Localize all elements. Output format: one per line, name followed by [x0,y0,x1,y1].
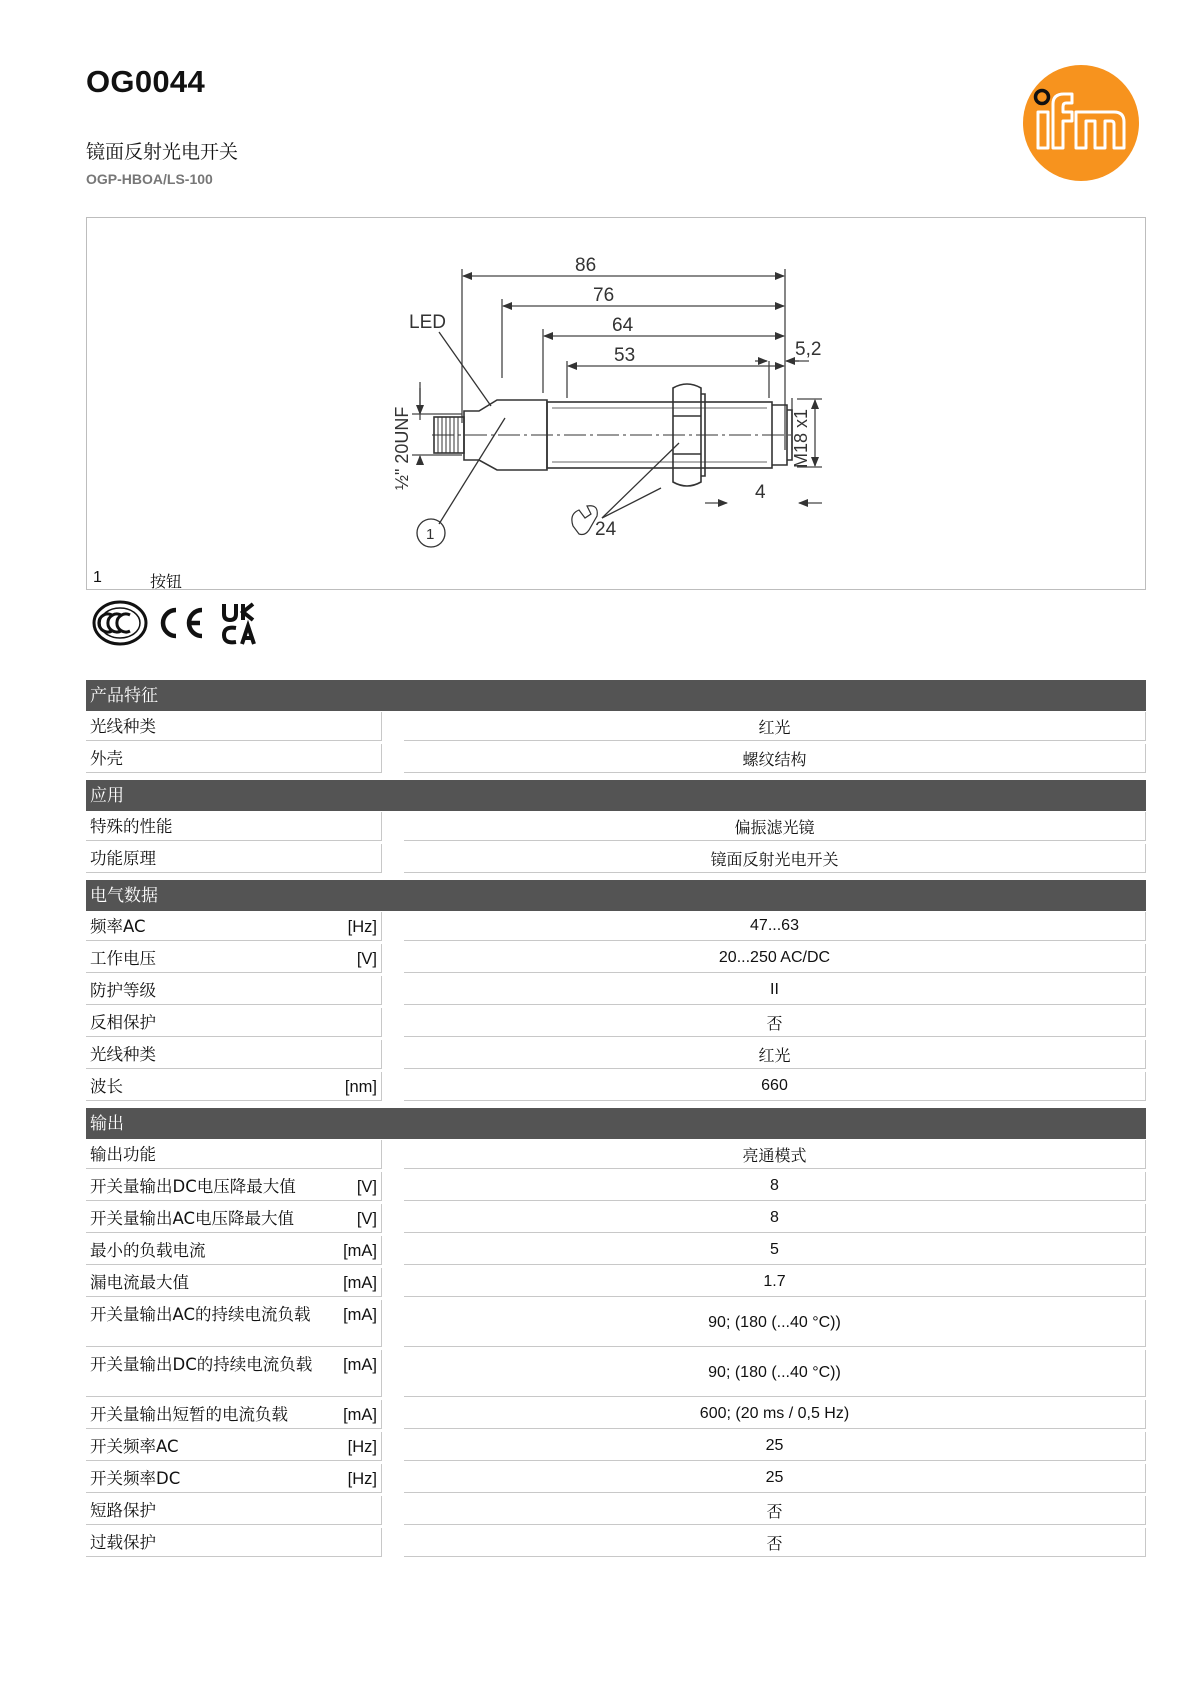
dimension-drawing [87,218,1147,591]
row-unit: [Hz] [347,1470,377,1488]
row-label-cell [86,712,382,741]
row-value: 否 [404,1008,1146,1037]
dimension-drawing-panel [86,217,1146,590]
row-value: 偏振滤光镜 [404,812,1146,841]
row-label: 漏电流最大值 [90,1273,189,1292]
row-unit: [mA] [343,1274,377,1292]
row-label-cell [86,1432,382,1461]
row-label: 开关量输出AC电压降最大值 [90,1209,295,1228]
row-label-cell [86,912,382,941]
row-value: 5 [404,1236,1146,1265]
table-row [86,712,1146,744]
legend-text: 按钮 [150,572,183,591]
table-row [86,912,1146,944]
row-label: 光线种类 [90,717,156,736]
row-label-cell [86,1268,382,1297]
row-value: 镜面反射光电开关 [404,844,1146,873]
table-row [86,1268,1146,1300]
row-value: 8 [404,1172,1146,1201]
dim-label: 86 [575,255,597,276]
row-value: 否 [404,1496,1146,1525]
row-label: 反相保护 [90,1013,156,1032]
row-value: 螺纹结构 [404,744,1146,773]
row-label: 外壳 [90,749,123,768]
row-label-cell [86,944,382,973]
table-row [86,1528,1146,1560]
row-value: 600; (20 ms / 0,5 Hz) [404,1400,1146,1429]
row-label: 开关量输出DC电压降最大值 [90,1177,296,1196]
row-label: 过载保护 [90,1533,156,1552]
row-value: 红光 [404,712,1146,741]
row-label: 最小的负载电流 [90,1241,206,1260]
dim-label: 53 [614,345,636,366]
callout-number: 1 [426,526,435,543]
section-header: 输出 [86,1108,1146,1139]
row-value: 亮通模式 [404,1140,1146,1169]
thread-right-label: M18 x1 [791,408,811,468]
row-value: 25 [404,1432,1146,1461]
row-unit: [V] [356,950,377,968]
row-unit: [Hz] [347,918,377,936]
table-row [86,1204,1146,1236]
row-label-cell [86,744,382,773]
legend-number: 1 [93,569,102,586]
table-row [86,1072,1146,1104]
row-value: 1.7 [404,1268,1146,1297]
ukca-mark-icon [224,604,254,644]
row-label: 开关量输出DC的持续电流负载 [90,1355,313,1374]
table-row [86,1040,1146,1072]
row-label-cell [86,1400,382,1429]
dim-label: 64 [612,315,634,336]
row-label-cell [86,1072,382,1101]
row-label-cell [86,1300,382,1347]
row-label-cell [86,976,382,1005]
row-label: 功能原理 [90,849,156,868]
row-value: 47...63 [404,912,1146,941]
row-label-cell [86,1528,382,1557]
certification-marks [92,598,272,648]
row-unit: [mA] [343,1356,377,1374]
row-unit: [nm] [344,1078,377,1096]
row-label-cell [86,1204,382,1233]
row-label-cell [86,1236,382,1265]
thread-left-label: ½" 20UNF [392,406,412,490]
row-label: 波长 [90,1077,123,1096]
row-label: 防护等级 [90,981,156,1000]
row-value: 90; (180 (...40 °C)) [404,1350,1146,1397]
table-row [86,844,1146,876]
row-label-cell [86,1140,382,1169]
ccc-mark-icon [94,602,146,644]
row-label-cell [86,1350,382,1397]
row-label: 开关频率AC [90,1437,179,1456]
table-row [86,744,1146,776]
row-value: 90; (180 (...40 °C)) [404,1300,1146,1347]
row-label: 开关频率DC [90,1469,181,1488]
row-label: 输出功能 [90,1145,156,1164]
row-value: 20...250 AC/DC [404,944,1146,973]
row-label-cell [86,1008,382,1037]
dim-label: 76 [593,285,615,306]
table-row [86,812,1146,844]
row-label-cell [86,1464,382,1493]
row-unit: [V] [356,1178,377,1196]
row-value: 25 [404,1464,1146,1493]
product-model: OGP-HBOA/LS-100 [86,171,213,187]
table-row [86,1496,1146,1528]
row-label: 工作电压 [90,949,156,968]
table-row [86,1464,1146,1496]
row-label: 频率AC [90,917,146,936]
row-label: 光线种类 [90,1045,156,1064]
row-unit: [Hz] [347,1438,377,1456]
ce-mark-icon [163,610,202,636]
row-value: II [404,976,1146,1005]
section-header: 产品特征 [86,680,1146,711]
row-label-cell [86,812,382,841]
row-label: 特殊的性能 [90,817,173,836]
section-header: 应用 [86,780,1146,811]
row-value: 红光 [404,1040,1146,1069]
row-label-cell [86,1172,382,1201]
row-label-cell [86,1040,382,1069]
row-unit: [mA] [343,1406,377,1424]
table-row [86,1008,1146,1040]
product-name: 镜面反射光电开关 [86,141,239,163]
row-label-cell [86,1496,382,1525]
dim-label: 4 [755,482,766,503]
table-row [86,1350,1146,1400]
table-row [86,1400,1146,1432]
row-label: 开关量输出短暂的电流负载 [90,1405,288,1424]
table-row [86,976,1146,1008]
table-row [86,1300,1146,1350]
row-value: 否 [404,1528,1146,1557]
table-row [86,1432,1146,1464]
table-row [86,1172,1146,1204]
row-unit: [mA] [343,1306,377,1324]
section-header: 电气数据 [86,880,1146,911]
row-unit: [V] [356,1210,377,1228]
row-label: 开关量输出AC的持续电流负载 [90,1305,311,1324]
dim-label: 5,2 [795,339,822,360]
row-value: 8 [404,1204,1146,1233]
led-label: LED [409,312,446,333]
product-code: OG0044 [86,64,205,99]
row-value: 660 [404,1072,1146,1101]
row-label: 短路保护 [90,1501,156,1520]
table-row [86,1140,1146,1172]
table-row [86,1236,1146,1268]
ifm-logo-icon [1022,64,1140,182]
row-label-cell [86,844,382,873]
wrench-size-label: 24 [595,519,617,540]
table-row [86,944,1146,976]
row-unit: [mA] [343,1242,377,1260]
